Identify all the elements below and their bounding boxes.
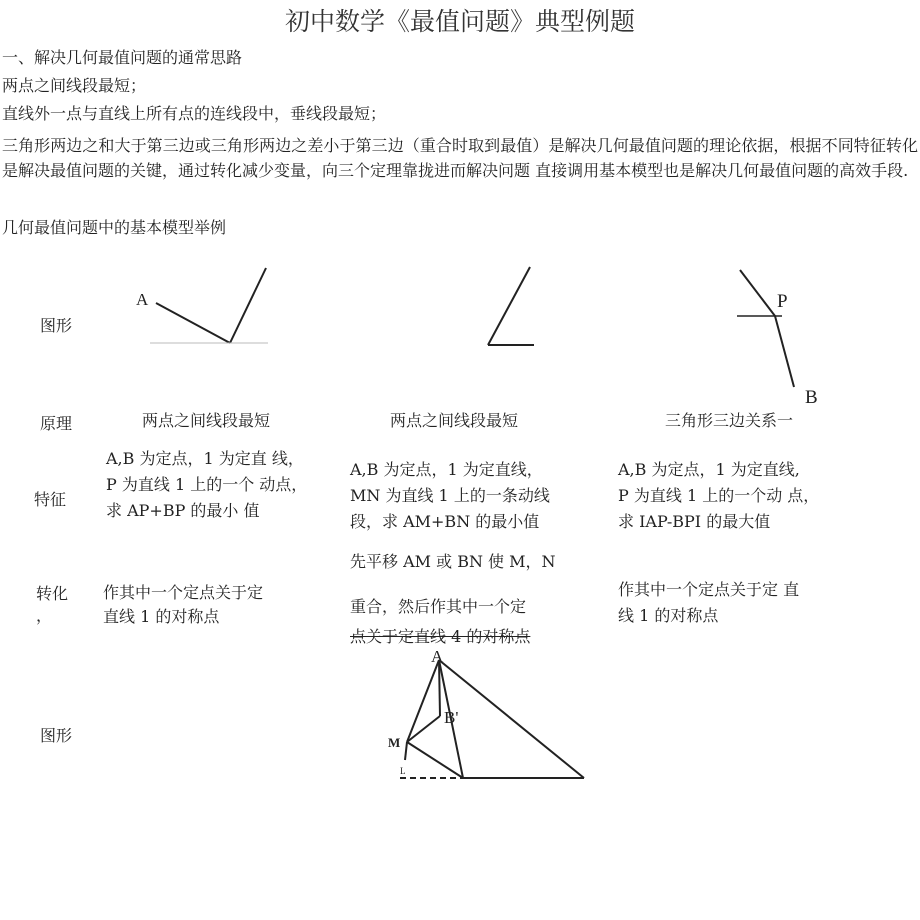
fig3-segment-ap	[740, 270, 775, 316]
col2-feature-line2: MN 为直线 1 上的一条动线	[350, 486, 550, 505]
row-label-transform-comma: ，	[36, 606, 53, 625]
section1-heading: 一、解决几何最值问题的通常思路	[2, 48, 243, 67]
col2-transform-line1: 先平移 AM 或 BN 使 M，N	[350, 552, 556, 571]
row-label-figure-2: 图形	[40, 726, 73, 745]
fig4-segment-a-right	[439, 660, 584, 778]
col2-principle: 两点之间线段最短	[390, 411, 519, 430]
col3-principle: 三角形三边关系一	[665, 411, 794, 430]
col1-transform-line1: 作其中一个定点关于定	[103, 583, 264, 602]
fig4-label-m: M	[388, 735, 401, 750]
fig3-label-p: P	[777, 291, 788, 312]
fig4-label-bprime: B'	[444, 708, 459, 727]
col1-principle: 两点之间线段最短	[142, 411, 271, 430]
fig1-segment-ap	[156, 303, 230, 343]
figure-triangle-inequality	[737, 270, 794, 387]
fig2-slant-segment	[488, 267, 530, 345]
fig1-segment-pb	[230, 268, 266, 343]
figure-translation-reflection	[400, 660, 584, 778]
page-title: 初中数学《最值问题》典型例题	[284, 7, 635, 36]
fig4-segment-a-bprime	[439, 660, 440, 716]
col1-feature-line3: 求 AP+BP 的最小 值	[106, 501, 260, 520]
col2-feature-line3: 段，求 AM+BN 的最小值	[350, 512, 540, 531]
col3-transform-line1: 作其中一个定点关于定 直	[618, 580, 800, 599]
col3-feature-line1: A,B 为定点，1 为定直线,	[618, 460, 800, 479]
figure-two-points-reflection	[150, 268, 268, 343]
point-shortest-segment: 两点之间线段最短；	[2, 76, 147, 95]
section2-heading: 几何最值问题中的基本模型举例	[2, 218, 227, 237]
col3-feature-line3: 求 IAP-BPI 的最大值	[618, 512, 771, 531]
fig4-label-l: L	[400, 766, 406, 776]
col1-transform-line2: 直线 1 的对称点	[103, 607, 220, 626]
col2-transform-line2: 重合，然后作其中一个定	[350, 597, 527, 616]
point-triangle-inequality: 三角形两边之和大于第三边或三角形两边之差小于第三边（重合时取到最值）是解决几何最值问题的理论依据，根据不同特征转化是解决最值问题的关键，通过转化减少变量，向三个定理靠拢进而解决问题 直接调用基本模型也是解决几何最值问题的高效手段.	[2, 136, 918, 180]
fig4-segment-m-down	[405, 742, 407, 760]
col2-transform-line3: 点关于定直线 4 的对称点	[350, 627, 531, 646]
fig3-segment-pb	[775, 316, 794, 387]
fig4-label-a: A	[431, 647, 444, 666]
point-perpendicular-shortest: 直线外一点与直线上所有点的连线段中，垂线段最短；	[2, 104, 387, 123]
row-label-figure: 图形	[40, 316, 73, 335]
col2-feature-line1: A,B 为定点，1 为定直线，	[350, 460, 543, 479]
col3-feature-line2: P 为直线 1 上的一个动 点，	[618, 486, 820, 505]
fig4-segment-m-base	[407, 742, 463, 778]
fig1-label-a: A	[136, 290, 149, 309]
figure-moving-segment	[488, 267, 534, 345]
row-label-principle: 原理	[40, 414, 73, 433]
row-label-feature: 特征	[34, 490, 67, 509]
col3-transform-line2: 线 1 的对称点	[618, 606, 719, 625]
col1-feature-line1: A,B 为定点，1 为定直 线，	[106, 449, 304, 468]
row-label-transform: 转化	[36, 584, 69, 603]
fig3-label-b: B	[805, 387, 818, 408]
col1-feature-line2: P 为直线 1 上的一个 动点，	[106, 475, 308, 494]
